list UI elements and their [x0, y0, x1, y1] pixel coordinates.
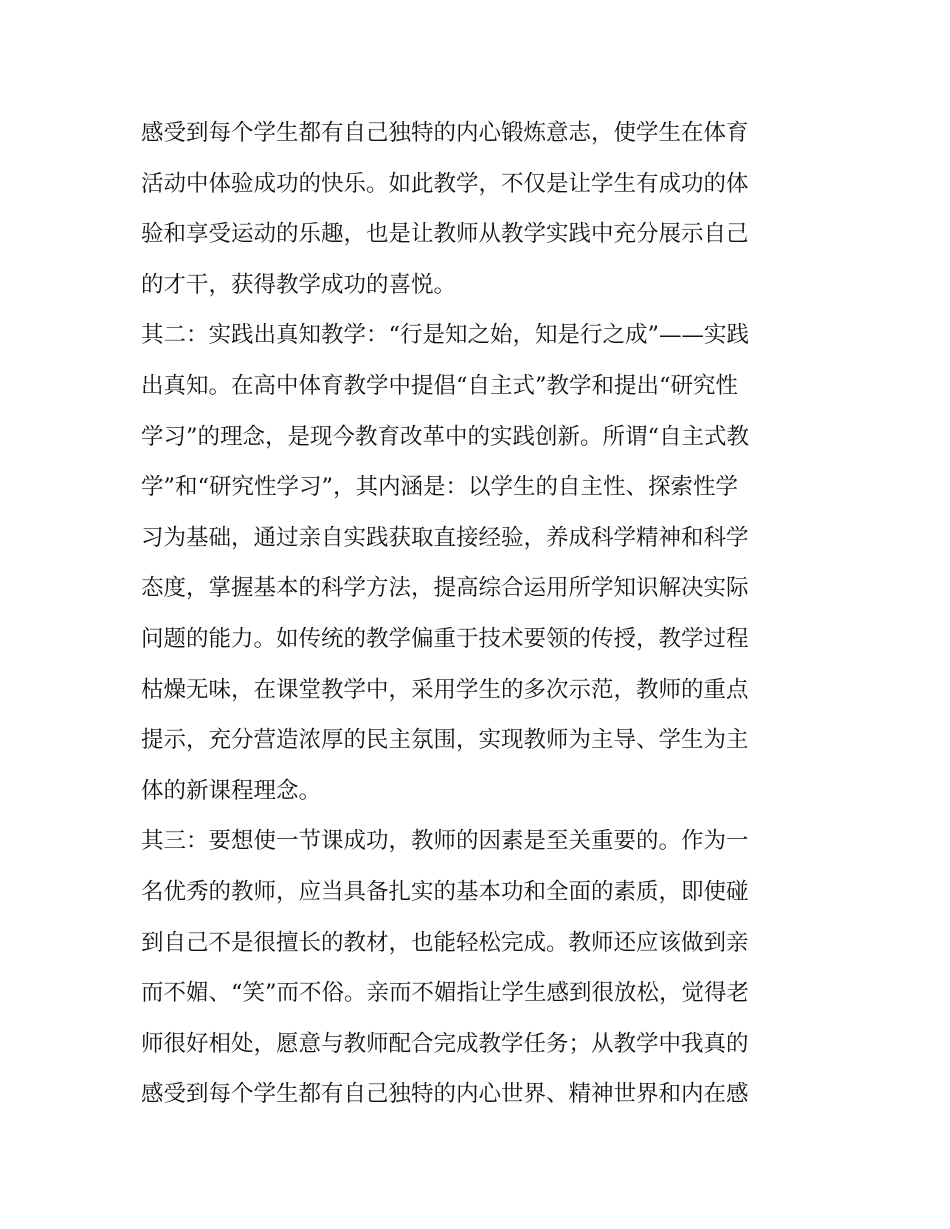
text-line-20: 感受到每个学生都有自己独特的内心世界、精神世界和内在感	[141, 1081, 749, 1108]
text-line-17: 到自己不是很擅长的教材，也能轻松完成。教师还应该做到亲	[141, 929, 749, 956]
text-line-14: 体的新课程理念。	[141, 777, 322, 804]
text-line-7: 学习”的理念，是现今教育改革中的实践创新。所谓“自主式教	[141, 423, 750, 450]
text-line-13: 提示，充分营造浓厚的民主氛围，实现教师为主导、学生为主	[141, 727, 749, 754]
text-line-6: 出真知。在高中体育教学中提倡“自主式”教学和提出“研究性	[141, 372, 739, 399]
text-line-16: 名优秀的教师，应当具备扎实的基本功和全面的素质，即使碰	[141, 878, 749, 905]
text-line-9: 习为基础，通过亲自实践获取直接经验，养成科学精神和科学	[141, 524, 749, 551]
text-line-2: 活动中体验成功的快乐。如此教学，不仅是让学生有成功的体	[141, 170, 749, 197]
text-line-4: 的才干，获得教学成功的喜悦。	[141, 271, 457, 298]
text-line-11: 问题的能力。如传统的教学偏重于技术要领的传授，教学过程	[141, 625, 749, 652]
text-line-18: 而不媚、“笑”而不俗。亲而不媚指让学生感到很放松，觉得老	[141, 980, 750, 1007]
text-line-19: 师很好相处，愿意与教师配合完成教学任务；从教学中我真的	[141, 1030, 749, 1057]
text-line-3: 验和享受运动的乐趣，也是让教师从教学实践中充分展示自己	[141, 221, 749, 248]
text-line-10: 态度，掌握基本的科学方法，提高综合运用所学知识解决实际	[141, 575, 749, 602]
text-line-1: 感受到每个学生都有自己独特的内心锻炼意志，使学生在体育	[141, 120, 749, 146]
text-line-15: 其三：要想使一节课成功，教师的因素是至关重要的。作为一	[141, 828, 749, 855]
text-line-5: 其二：实践出真知教学：“行是知之始，知是行之成”——实践	[141, 322, 750, 349]
text-line-8: 学”和“研究性学习”，其内涵是：以学生的自主性、探索性学	[141, 474, 739, 501]
body-text	[141, 108, 821, 1120]
text-line-12: 枯燥无味，在课堂教学中，采用学生的多次示范，教师的重点	[141, 676, 749, 703]
